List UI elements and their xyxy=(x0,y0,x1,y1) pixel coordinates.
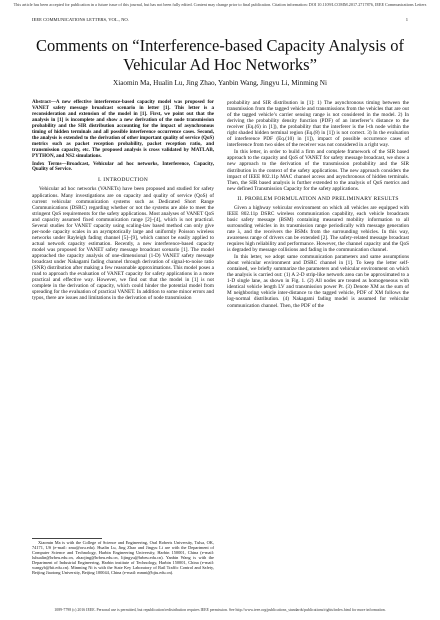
introduction-paragraph: Vehicular ad hoc networks (VANETs) have been proposed and studied for safety applications. Many investigations are on capacity and quality of service (QoS) of current vehicular communication systems such as Dedicated Short Range Communications (DSRC) regarding whether or not the systems are able to meet the stringent QoS requirements for the safety applications. Most analyses of VANET QoS and capacity assumed fixed communication range [2]–[4], which is not practical. Several studies for VANET capacity using scaling-law based method can only give per-node capacity scales in an asymptotically large and uniformly Poisson wireless networks under Rayleigh fading channel [5]–[9], which cannot be easily applied to actual network capacity estimation. Recently, a new interference-based capacity model was proposed for VANET safety message broadcast scenario [1]. The model approached the capacity analysis of one-dimensional (1-D) VANET safety message broadcast under Nakagami fading channel through derivation of signal-to-noise ratio (SNR) distribution after making a few reasonable approximations. This model poses a road to approach the evaluation of VANET capacity for safety applications in a more practical and effective way. However, we find out that the model in [1] is not complete in the derivation of capacity, which could hinder the potential model from spreading for the evaluation of practical VANET. In addition to some minor errors and typos, there are issues and limitations in the derivation of node transmission xyxy=(32,186,214,302)
section-heading-problem-formulation: II. PROBLEM FORMULATION AND PRELIMINARY RESULTS xyxy=(237,195,399,202)
footnote-rule xyxy=(32,538,102,539)
index-terms: Index Terms—Broadcast, Vehicular ad hoc networks, Interference, Capacity, Quality of Service. xyxy=(32,160,214,173)
journal-name: IEEE COMMUNICATIONS LETTERS, VOL., NO. xyxy=(32,17,129,22)
copyright-notice: 1089-7798 (c) 2016 IEEE. Personal use is permitted, but republication/redistribution requires IEEE permission. See http://www.ieee.org/publications_standards/publications/rights/index.html for more information. xyxy=(54,608,386,612)
left-column xyxy=(32,100,214,302)
page-number: 1 xyxy=(405,17,408,22)
section-heading-introduction: I. INTRODUCTION xyxy=(98,177,148,184)
accepted-article-banner: This article has been accepted for publication in a future issue of this journal, but has not been fully edited. Content may change prior to final publication. Citation information: DOI 10.1109/LCOMM.2017.2717876, IEEE Communications Letters xyxy=(13,2,427,7)
author-affiliation-footnote xyxy=(32,540,214,575)
paper-title: Comments on “Interference-based Capacity Analysis of Vehicular Ad Hoc Networks” xyxy=(36,36,404,74)
section2-paragraph-assumptions: In this letter, we adopt same communication parameters and same assumptions about vehicular environment and DSRC channel in [1]. To keep the letter self-contained, we briefly summarize the parameters and vehicular environment on which the analysis is carried out: (1) A 2-D strip-like network area can be approximated to a 1-D single lane, as shown in Fig. 1. (2) All nodes are treated as homogeneous with identical vehicle length LV and transmission power Pt. (3) Denote XM as the sum of M neighboring vehicle inter-distance to the tagged vehicle, PDF of XM follows the log-normal distribution. (4) Nakagami fading model is assumed for vehicular communication channel. Then, the PDF of the xyxy=(227,254,409,309)
body-paragraph-approach: In this letter, in order to build a firm and complete framework of the SIR based approach to the capacity and QoS of VANET for safety message broadcast, we show a new approach to the derivation of the transmission probability and the SIR distribution in the context of the safety applications. The new approach considers the impact of IEEE 802.11p MAC channel access and asynchronous of hidden terminals. Then, the SIR based analysis is further extended to the analysis of QoS metrics and new defined Transmission Capacity for the safety applications. xyxy=(227,149,409,192)
running-header xyxy=(32,17,408,22)
footnote-text: Xiaomin Ma is with the College of Science and Engineering, Oral Roberts University, Tulsa, OK, 74171, US (e-mail: xma@oru.edu). Hualin Lu, Jing Zhao and Jingyu Li are with the Department of Computer Science and Technology, Harbin Engineering University, Harbin 150001, China (e-mail: luhualin@hrbeu.edu.cn, zhaojing@hrbeu.edu.cn, lijingyu@hrbeu.edu.cn). Yanbin Wang is with the Department of Industrial Engineering, Harbin institute of Technology, Harbin 150001, China (e-mail: wangyb@hit.edu.cn). Minming Ni is with the State Key Laboratory of Rail Traffic Control and Safety, Beijing Jiaotong University, Beijing 100044, China (e-mail: mmni@bjtu.edu.cn). xyxy=(32,540,214,576)
section2-paragraph-environment: Given a highway vehicular environment on which all vehicles are equipped with IEEE 802.11p DSRC wireless communication capability, each vehicle broadcasts basic safety message (BSM) containing measured mobility information to all surrounding vehicles in its transmission range periodically with message generation rate λ, and the receivers the BSMs from the surrounding vehicles. In this way, awareness range of drivers can be extended [2]. The safety-related message broadcast requires high reliability and performance. However, the channel capacity and the QoS is degraded by message collisions and fading in the communication channel. xyxy=(227,204,409,254)
body-paragraph-issues: probability and SIR distribution in [1]: 1) The asynchronous timing between the transmission from the tagged vehicle and transmissions from the vehicles that are out of the tagged vehicle’s carrier sensing range is not considered in the model. 2) In deriving the probability density function (PDF) of an interferer’s distance to the receiver (Eq.(6) in [1]), the probability that the interferer is the l-th node within the right shaded hidden terminal region (Eq.(8) in [1]) is not correct. 3) In the evaluation of interference PDF (Eq.(10) in [1]), impact of possible occurrence cases of interference from two sides of the receiver was not considered in a right way. xyxy=(227,100,409,149)
author-list: Xiaomin Ma, Hualin Lu, Jing Zhao, Yanbin Wang, Jingyu Li, Minming Ni xyxy=(113,79,327,87)
right-column xyxy=(227,100,409,310)
abstract: Abstract—A new effective interference-based capacity model was proposed for VANET safety message broadcast scenario in letter [1]. This letter is a reconsideration and extension of the model in [1]. First, we point out that the analysis in [1] is incomplete and show a new derivation of the node transmission probability and the SIR distribution accounting for the impact of asynchronous timing of hidden terminals and all possible interference occurrence cases. Second, the analysis is extended to the derivation of other important quality of service (QoS) metrics such as packet reception probability, packet reception ratio, and transmission capacity, etc. The proposed analysis is cross validated by MATLAB, PYTHON, and NS2 simulations. xyxy=(32,99,214,159)
